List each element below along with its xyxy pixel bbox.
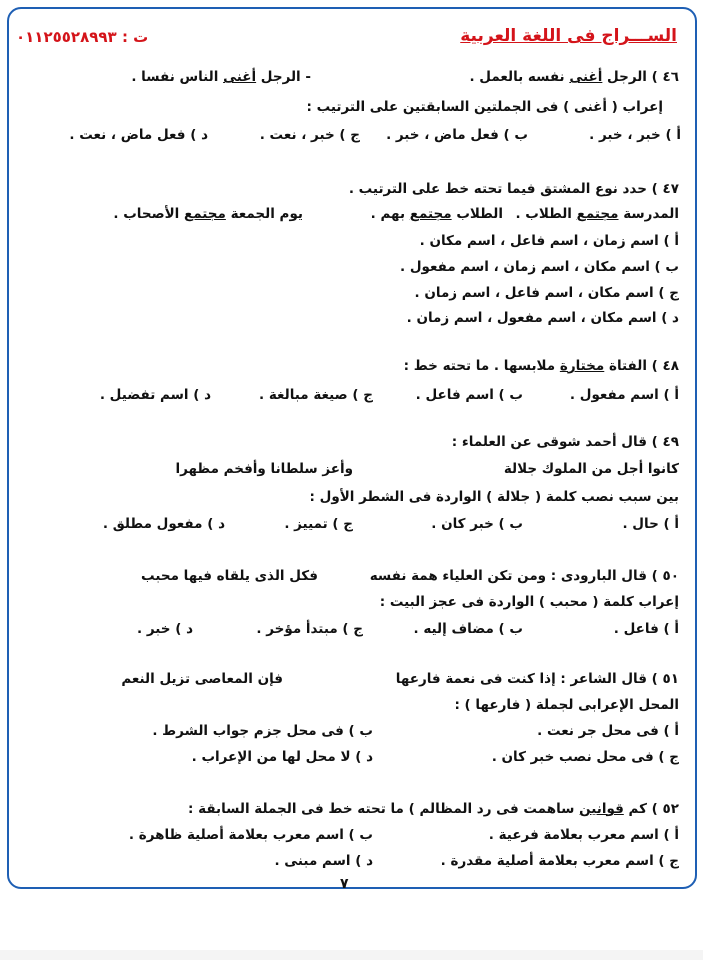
q49-stem: ٤٩ ) قال أحمد شوقى عن العلماء : bbox=[451, 434, 679, 450]
header-title: الســـراج فى اللغة العربية bbox=[460, 26, 677, 46]
q47-sentence-3: يوم الجمعة مجتمع الأصحاب . bbox=[113, 206, 303, 222]
q47-option-c: ج ) اسم مكان ، اسم فاعل ، اسم زمان . bbox=[414, 285, 679, 301]
q47-option-a: أ ) اسم زمان ، اسم فاعل ، اسم مكان . bbox=[419, 233, 679, 249]
q46-sentence-1: ٤٦ ) الرجل أغنى نفسه بالعمل . bbox=[469, 69, 679, 85]
q49-verse-2: وأعز سلطانا وأفخم مظهرا bbox=[175, 461, 353, 477]
q46-option-d: د ) فعل ماض ، نعت . bbox=[69, 127, 208, 143]
bottom-strip bbox=[0, 950, 703, 960]
q47-stem: ٤٧ ) حدد نوع المشتق فيما تحته خط على الترتيب . bbox=[348, 181, 679, 197]
q46-underlined-2: أغنى bbox=[223, 69, 257, 85]
q49-option-d: د ) مفعول مطلق . bbox=[102, 516, 225, 532]
header-phone: ت : ٠١١٢٥٥٢٨٩٩٣ bbox=[16, 28, 149, 46]
q46-option-a: أ ) خبر ، خبر . bbox=[589, 127, 681, 143]
q50-option-b: ب ) مضاف إليه . bbox=[413, 621, 523, 637]
q49-prompt: بين سبب نصب كلمة ( جلالة ) الواردة فى الشطر الأول : bbox=[309, 489, 679, 505]
q50-option-c: ج ) مبتدأ مؤخر . bbox=[256, 621, 363, 637]
q46-sentence-2: - الرجل أغنى الناس نفسا . bbox=[131, 69, 311, 85]
q50-option-a: أ ) فاعل . bbox=[613, 621, 679, 637]
q48-option-d: د ) اسم تفضيل . bbox=[99, 387, 211, 403]
q51-option-c: ج ) فى محل نصب خبر كان . bbox=[491, 749, 679, 765]
q49-option-a: أ ) حال . bbox=[622, 516, 679, 532]
q51-prompt: المحل الإعرابى لجملة ( فارعها ) : bbox=[454, 697, 679, 713]
q52-option-c: ج ) اسم معرب بعلامة أصلية مقدرة . bbox=[440, 853, 679, 869]
q50-stem: ٥٠ ) قال البارودى : ومن تكن العلياء همة نفسه bbox=[369, 568, 679, 584]
q47-option-d: د ) اسم مكان ، اسم مفعول ، اسم زمان . bbox=[406, 310, 679, 326]
q49-verse-1: كانوا أجل من الملوك جلالة bbox=[503, 461, 679, 477]
q48-option-a: أ ) اسم مفعول . bbox=[569, 387, 679, 403]
q46-option-b: ب ) فعل ماض ، خبر . bbox=[386, 127, 528, 143]
q48-stem: ٤٨ ) الفتاة مختارة ملابسها . ما تحته خط : bbox=[403, 358, 679, 374]
q48-option-b: ب ) اسم فاعل . bbox=[415, 387, 523, 403]
q50-option-d: د ) خبر . bbox=[137, 621, 193, 637]
q51-option-d: د ) لا محل لها من الإعراب . bbox=[191, 749, 373, 765]
q46-prompt: إعراب ( أغنى ) فى الجملتين السابقتين على الترتيب : bbox=[306, 99, 663, 115]
q51-verse-2: فإن المعاصى تزيل النعم bbox=[121, 671, 283, 687]
q52-stem: ٥٢ ) كم قوانين ساهمت فى رد المظالم ) ما تحته خط فى الجملة السابقة : bbox=[188, 801, 679, 817]
header bbox=[12, 26, 683, 56]
q47-sentence-1: المدرسة مجتمع الطلاب . bbox=[515, 206, 679, 222]
q48-option-c: ج ) صيغة مبالغة . bbox=[258, 387, 373, 403]
q52-option-d: د ) اسم مبنى . bbox=[274, 853, 373, 869]
page-number: ٧ bbox=[340, 876, 349, 892]
q46-option-c: ج ) خبر ، نعت . bbox=[259, 127, 360, 143]
q52-option-a: أ ) اسم معرب بعلامة فرعية . bbox=[488, 827, 679, 843]
q50-prompt: إعراب كلمة ( محبب ) الواردة فى عجز البيت : bbox=[379, 594, 679, 610]
q52-option-b: ب ) اسم معرب بعلامة أصلية ظاهرة . bbox=[128, 827, 373, 843]
q46-underlined-1: أغنى bbox=[569, 69, 603, 85]
q49-option-b: ب ) خبر كان . bbox=[431, 516, 523, 532]
q50-verse-2: فكل الذى يلقاه فيها محبب bbox=[141, 568, 318, 584]
q49-option-c: ج ) تمييز . bbox=[284, 516, 353, 532]
q51-option-a: أ ) فى محل جر نعت . bbox=[537, 723, 679, 739]
q51-stem: ٥١ ) قال الشاعر : إذا كنت فى نعمة فارعها bbox=[395, 671, 679, 687]
q47-option-b: ب ) اسم مكان ، اسم زمان ، اسم مفعول . bbox=[400, 259, 679, 275]
q51-option-b: ب ) فى محل جزم جواب الشرط . bbox=[152, 723, 373, 739]
q47-sentence-2: الطلاب مجتمع بهم . bbox=[370, 206, 503, 222]
